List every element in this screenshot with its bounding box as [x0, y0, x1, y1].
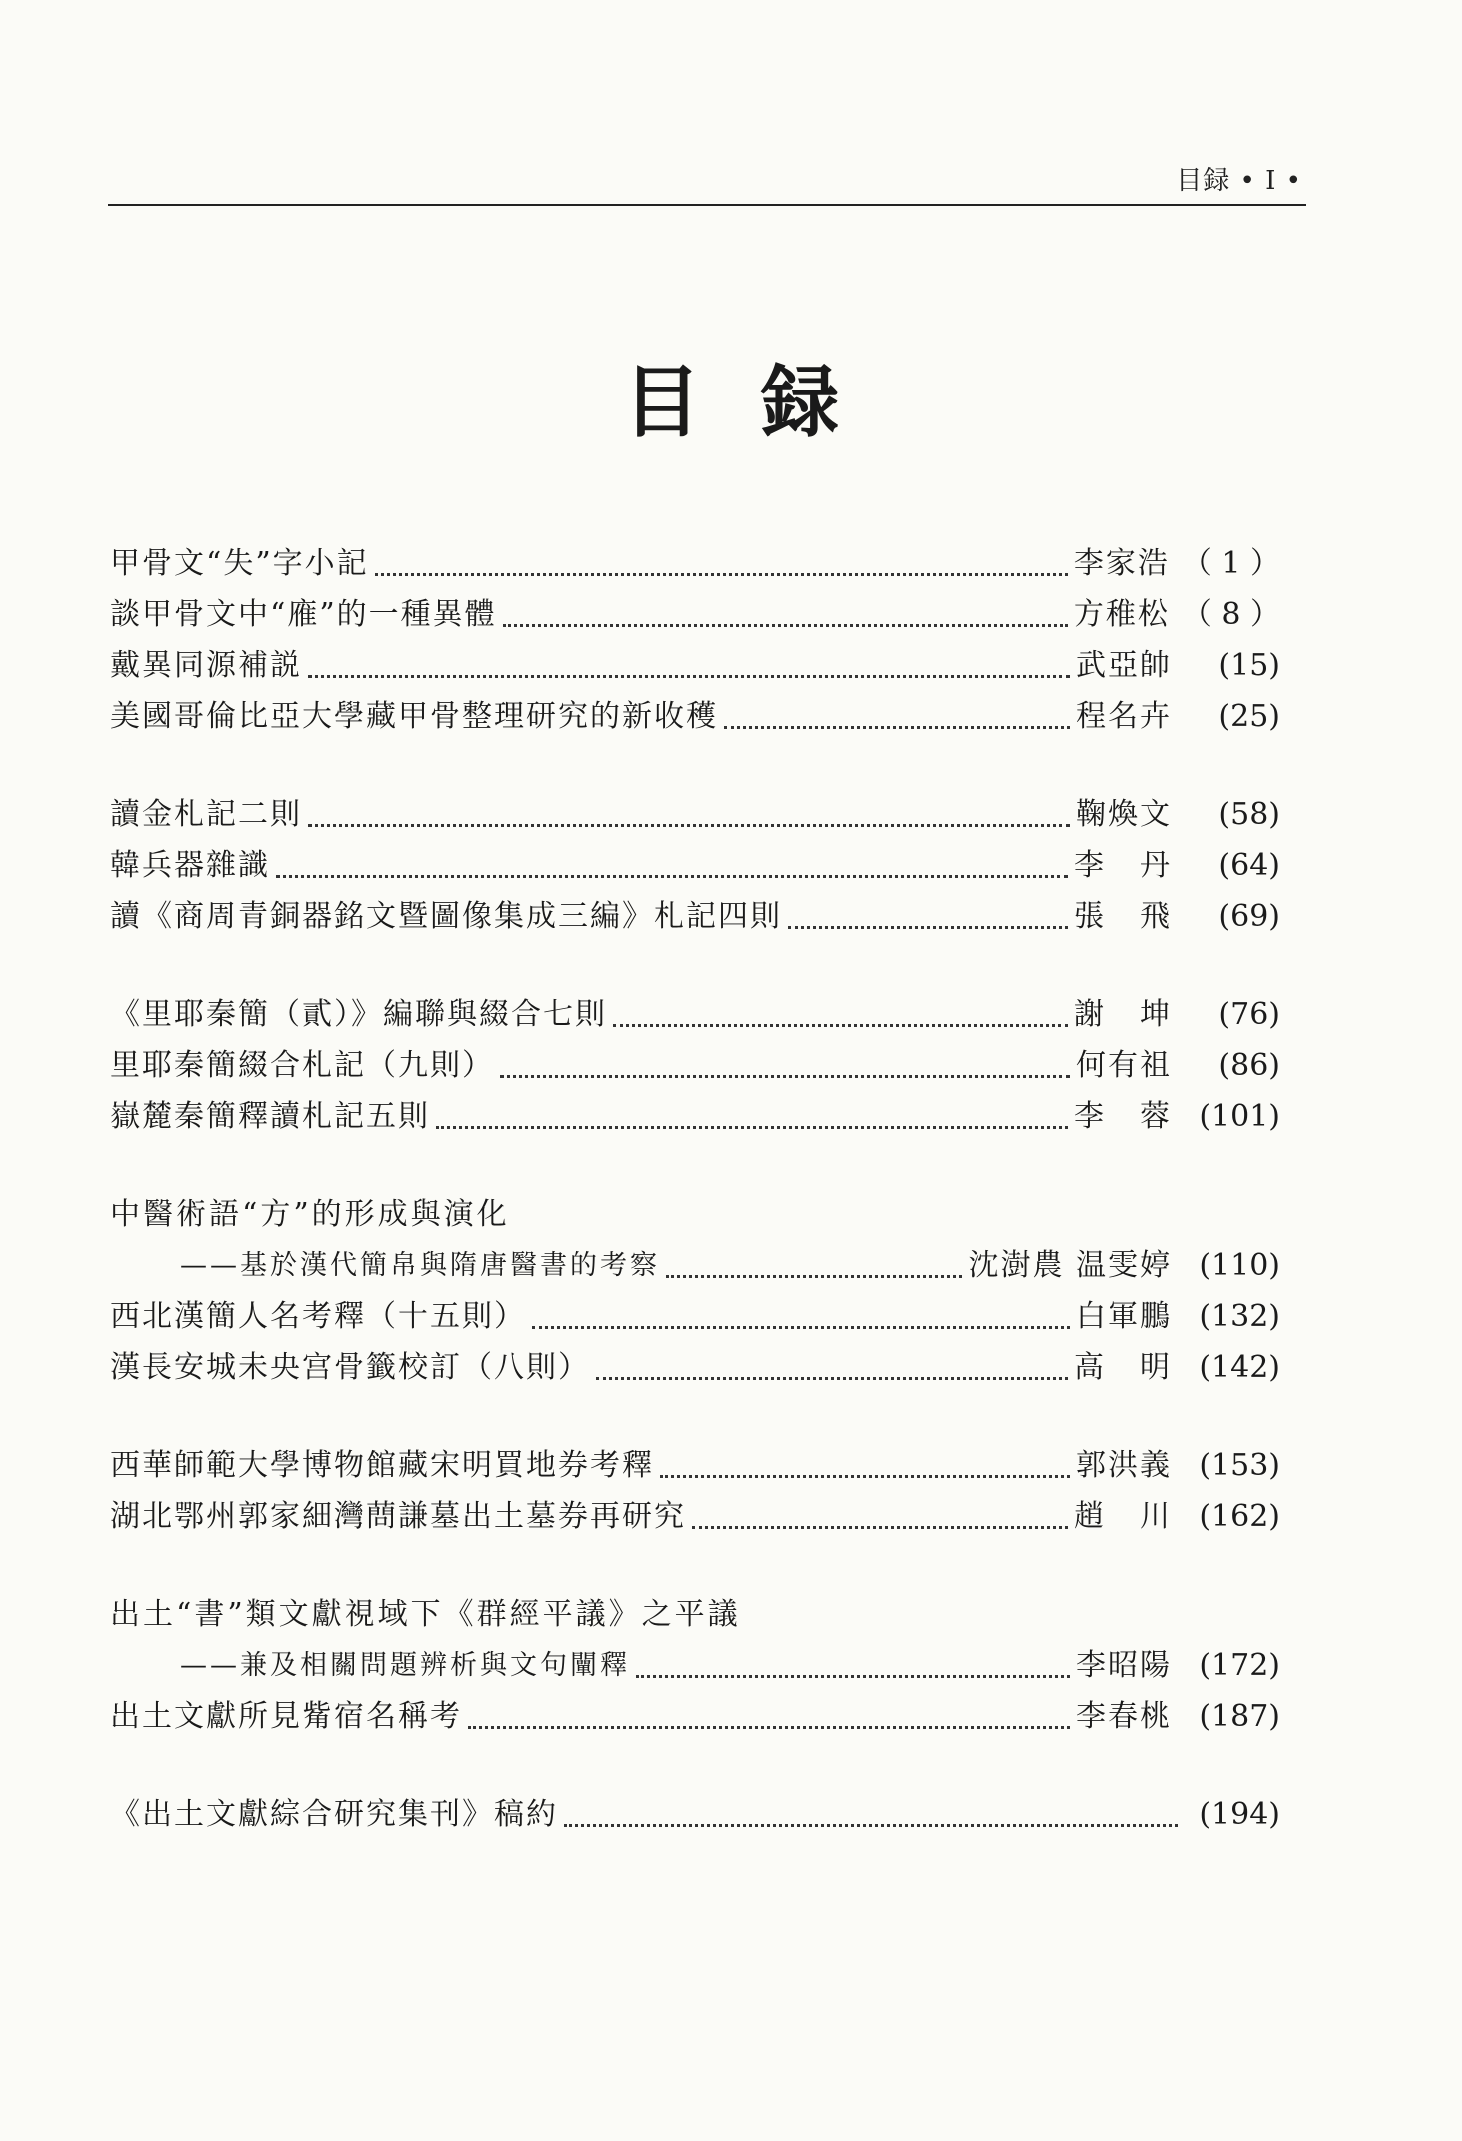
leader-dots — [666, 1274, 962, 1278]
entry-title: 出土文獻所見觜宿名稱考 — [110, 1699, 462, 1734]
leader-dots — [375, 572, 1068, 576]
entry-subtitle: ——基於漢代簡帛與隋唐醫書的考察 — [180, 1250, 660, 1281]
toc-entry[interactable] — [110, 838, 1280, 886]
toc-entry-heading[interactable] — [110, 1587, 1280, 1635]
entry-title: 里耶秦簡綴合札記（九則） — [110, 1048, 494, 1083]
entry-page: (58) — [1218, 797, 1280, 832]
entry-page: (110) — [1199, 1248, 1280, 1283]
entry-title: 美國哥倫比亞大學藏甲骨整理研究的新收穫 — [110, 699, 718, 734]
leader-dots — [436, 1125, 1068, 1129]
entry-page: (132) — [1199, 1299, 1280, 1334]
leader-dots — [503, 623, 1068, 627]
entry-author: 謝坤 — [1074, 997, 1206, 1032]
leader-dots — [636, 1674, 1070, 1678]
leader-dots — [308, 823, 1070, 827]
toc-entry[interactable] — [110, 1638, 1280, 1686]
header-rule — [108, 204, 1306, 206]
entry-title: 漢長安城未央宫骨籤校訂（八則） — [110, 1350, 590, 1385]
entry-title: 讀金札記二則 — [110, 797, 302, 832]
toc-entry[interactable] — [110, 587, 1280, 635]
toc-entry[interactable] — [110, 1438, 1280, 1486]
entry-title: 《出土文獻綜合研究集刊》稿約 — [110, 1797, 558, 1832]
entry-title: 西北漢簡人名考釋（十五則） — [110, 1299, 526, 1334]
entry-page: (64) — [1218, 848, 1280, 883]
entry-author: 鞠煥文 — [1076, 797, 1172, 832]
page-title: 目録 — [622, 357, 899, 448]
entry-page: (194) — [1199, 1797, 1280, 1832]
entry-page: (153) — [1199, 1448, 1280, 1483]
entry-author: 李蓉 — [1074, 1099, 1206, 1134]
entry-page: (162) — [1199, 1499, 1280, 1534]
entry-author: 武亞帥 — [1076, 648, 1172, 683]
entry-author: 程名卉 — [1076, 699, 1172, 734]
toc-entry[interactable] — [110, 1089, 1280, 1137]
toc-entry[interactable] — [110, 689, 1280, 737]
entry-author: 李昭陽 — [1076, 1648, 1172, 1683]
entry-title: 西華師範大學博物館藏宋明買地券考釋 — [110, 1448, 654, 1483]
entry-author: 李丹 — [1074, 848, 1206, 883]
entry-page: （ 1 ） — [1181, 546, 1280, 581]
entry-author: 李春桃 — [1076, 1699, 1172, 1734]
entry-page: (69) — [1218, 899, 1280, 934]
toc-entry[interactable] — [110, 1787, 1280, 1835]
entry-author: 方稚松 — [1073, 597, 1170, 632]
entry-page: (101) — [1199, 1099, 1280, 1134]
entry-title: 湖北鄂州郭家細灣蔄謙墓出土墓券再研究 — [110, 1499, 686, 1534]
toc-entry-heading[interactable] — [110, 1187, 1280, 1235]
entry-author: 趙川 — [1074, 1499, 1206, 1534]
leader-dots — [692, 1525, 1068, 1529]
toc-entry[interactable] — [110, 638, 1280, 686]
entry-author: 李家浩 — [1073, 546, 1170, 581]
entry-page: (172) — [1199, 1648, 1280, 1683]
entry-page: (76) — [1218, 997, 1280, 1032]
entry-subtitle: ——兼及相關問題辨析與文句闡釋 — [180, 1650, 630, 1681]
entry-title: 《里耶秦簡（貳）》編聯與綴合七則 — [110, 997, 607, 1032]
toc-entry[interactable] — [110, 1238, 1280, 1286]
entry-author: 何有祖 — [1076, 1048, 1172, 1083]
entry-author: 白軍鵬 — [1076, 1299, 1172, 1334]
entry-author: 張飛 — [1074, 899, 1206, 934]
toc-entry[interactable] — [110, 1038, 1280, 1086]
entry-page: (25) — [1218, 699, 1280, 734]
toc-entry[interactable] — [110, 1289, 1280, 1337]
leader-dots — [532, 1325, 1070, 1329]
entry-title: 嶽麓秦簡釋讀札記五則 — [110, 1099, 430, 1134]
toc-entry[interactable] — [110, 1489, 1280, 1537]
entry-page: (142) — [1199, 1350, 1280, 1385]
toc-entry[interactable] — [110, 536, 1280, 584]
entry-page: (15) — [1218, 648, 1280, 683]
entry-title: 出土“書”類文獻視域下《群經平議》之平議 — [110, 1597, 741, 1632]
leader-dots — [724, 725, 1070, 729]
entry-page: (187) — [1199, 1699, 1280, 1734]
toc-entry[interactable] — [110, 889, 1280, 937]
entry-author: 高明 — [1074, 1350, 1206, 1385]
running-head: 目録 • I • — [1176, 166, 1302, 196]
entry-title: 中醫術語“方”的形成與演化 — [110, 1197, 510, 1232]
toc-entry[interactable] — [110, 787, 1280, 835]
entry-page: (86) — [1218, 1048, 1280, 1083]
entry-title: 戴異同源補説 — [110, 648, 302, 683]
leader-dots — [308, 674, 1070, 678]
toc-entry[interactable] — [110, 987, 1280, 1035]
leader-dots — [788, 925, 1068, 929]
leader-dots — [500, 1074, 1070, 1078]
entry-title: 讀《商周青銅器銘文暨圖像集成三編》札記四則 — [110, 899, 782, 934]
entry-title: 韓兵器雜識 — [110, 848, 270, 883]
entry-page: （ 8 ） — [1181, 597, 1280, 632]
leader-dots — [660, 1474, 1070, 1478]
entry-title: 甲骨文“失”字小記 — [110, 546, 369, 581]
leader-dots — [276, 874, 1068, 878]
entry-title: 談甲骨文中“䧹”的一種異體 — [110, 597, 497, 632]
leader-dots — [468, 1725, 1070, 1729]
entry-author: 郭洪義 — [1076, 1448, 1172, 1483]
toc-entry[interactable] — [110, 1689, 1280, 1737]
leader-dots — [596, 1376, 1068, 1380]
leader-dots — [564, 1823, 1178, 1827]
leader-dots — [613, 1023, 1068, 1027]
toc-entry[interactable] — [110, 1340, 1280, 1388]
entry-author: 沈澍農 温雯婷 — [968, 1248, 1172, 1283]
